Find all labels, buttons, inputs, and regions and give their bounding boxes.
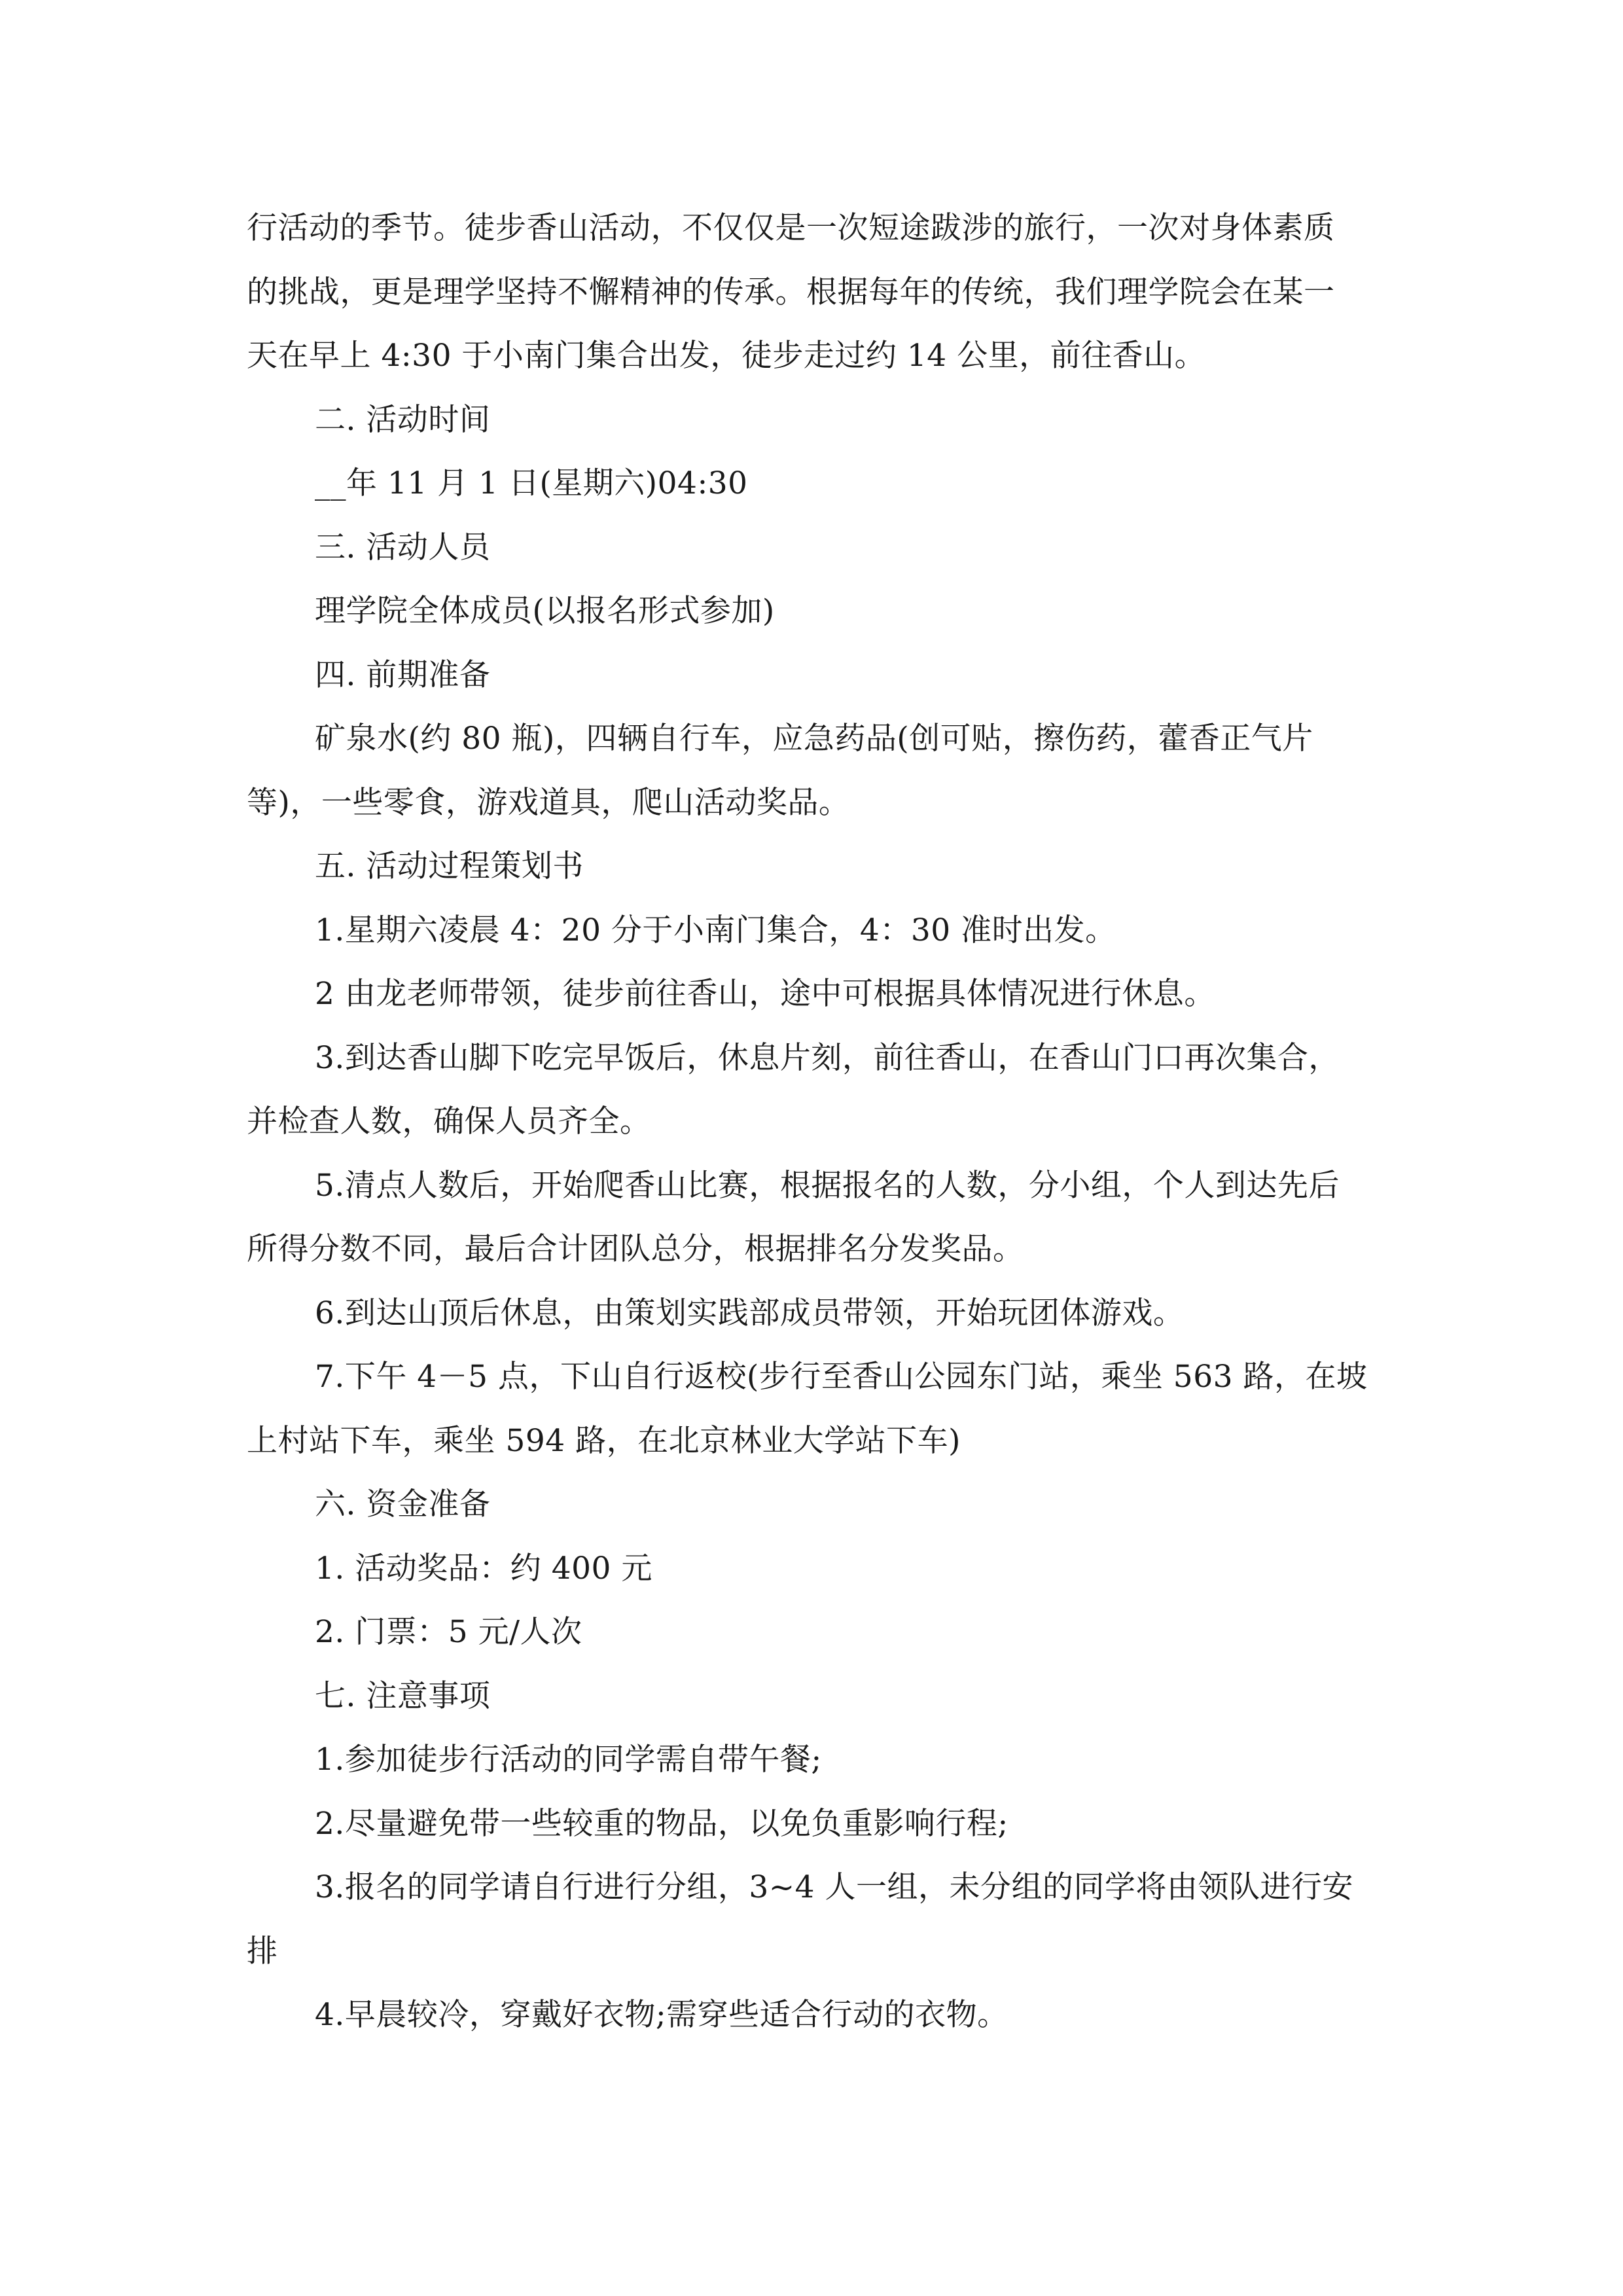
text-line: 4.早晨较冷，穿戴好衣物;需穿些适合行动的衣物。 — [315, 1997, 1008, 2033]
text-line: 7.下午 4－5 点，下山自行返校(步行至香山公园东门站，乘坐 563 路，在坡 — [315, 1359, 1368, 1395]
text-line: 行活动的季节。徒步香山活动，不仅仅是一次短途跋涉的旅行，一次对身体素质 — [247, 210, 1335, 246]
text-line: 3.报名的同学请自行进行分组，3~4 人一组，未分组的同学将由领队进行安 — [315, 1869, 1353, 1905]
text-line: 2.尽量避免带一些较重的物品，以免负重影响行程; — [315, 1805, 1008, 1842]
text-line: 七. 注意事项 — [315, 1677, 491, 1714]
text-line: 2 由龙老师带领，徒步前往香山，途中可根据具体情况进行休息。 — [315, 976, 1215, 1012]
text-line: 6.到达山顶后休息，由策划实践部成员带领，开始玩团体游戏。 — [315, 1295, 1185, 1331]
text-line: 3.到达香山脚下吃完早饭后，休息片刻，前往香山，在香山门口再次集合， — [315, 1039, 1340, 1076]
text-line: 5.清点人数后，开始爬香山比赛，根据报名的人数，分小组，个人到达先后 — [315, 1167, 1340, 1204]
text-line: 六. 资金准备 — [315, 1486, 491, 1522]
text-line: 1.星期六凌晨 4：20 分于小南门集合，4：30 准时出发。 — [315, 912, 1116, 948]
text-line: 的挑战，更是理学坚持不懈精神的传承。根据每年的传统，我们理学院会在某一 — [247, 274, 1335, 310]
text-line: 所得分数不同，最后合计团队总分，根据排名分发奖品。 — [247, 1231, 1024, 1267]
text-line: 排 — [247, 1933, 278, 1969]
text-line: 矿泉水(约 80 瓶)，四辆自行车，应急药品(创可贴，擦伤药，藿香正气片 — [315, 721, 1313, 757]
text-line: 三. 活动人员 — [315, 529, 491, 565]
text-line: 2. 门票：5 元/人次 — [315, 1614, 582, 1650]
text-line: 并检查人数，确保人员齐全。 — [247, 1103, 651, 1139]
text-line: 二. 活动时间 — [315, 401, 491, 438]
text-line: 上村站下车，乘坐 594 路，在北京林业大学站下车) — [247, 1422, 961, 1459]
document-body — [247, 196, 1399, 2047]
text-line: 五. 活动过程策划书 — [315, 848, 584, 884]
text-line: 四. 前期准备 — [315, 656, 491, 693]
text-line: 等)，一些零食，游戏道具，爬山活动奖品。 — [247, 784, 850, 821]
text-line: 1.参加徒步行活动的同学需自带午餐; — [315, 1742, 822, 1778]
text-line: 理学院全体成员(以报名形式参加) — [315, 593, 775, 629]
text-line: 1. 活动奖品：约 400 元 — [315, 1550, 652, 1587]
text-line: 天在早上 4:30 于小南门集合出发，徒步走过约 14 公里，前往香山。 — [247, 338, 1206, 374]
text-line: __年 11 月 1 日(星期六)04:30 — [315, 465, 748, 501]
